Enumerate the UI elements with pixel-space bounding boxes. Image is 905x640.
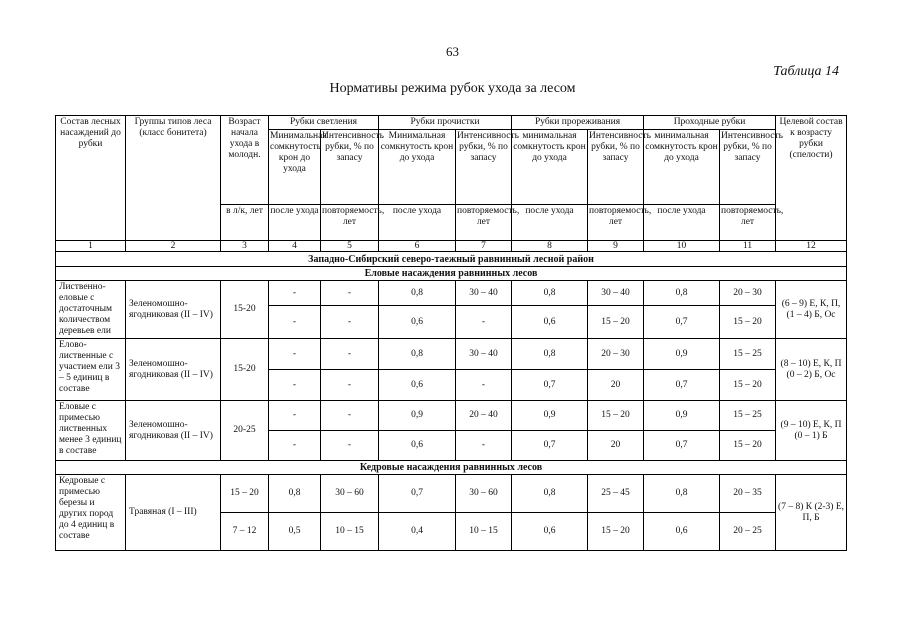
value-cell: 15 – 20 (588, 513, 644, 551)
column-number: 12 (776, 241, 847, 252)
value-cell: 20 – 30 (588, 339, 644, 370)
header-c4-bottom: после ухода (269, 205, 321, 241)
header-c4-top: Минимальная сомкнутость крон до ухода (269, 130, 321, 205)
value-cell: 15 – 20 (588, 306, 644, 339)
document-title: Нормативы режима рубок ухода за лесом (329, 81, 576, 96)
header-group-thinning: Рубки прореживания (512, 116, 644, 130)
header-group-cleaning: Рубки прочистки (379, 116, 512, 130)
value-cell: 0,8 (512, 475, 588, 513)
table-label: Таблица 14 (773, 64, 839, 79)
forest-type-cell: Зеленомошно-ягодниковая (II – IV) (126, 339, 221, 401)
value-cell: 20 – 25 (720, 513, 776, 551)
table-row (56, 401, 847, 431)
value-cell: 0,7 (512, 431, 588, 461)
value-cell: - (321, 370, 379, 401)
value-cell: - (269, 431, 321, 461)
column-number: 4 (269, 241, 321, 252)
column-number: 9 (588, 241, 644, 252)
header-c5-bottom: повторяемость, лет (321, 205, 379, 241)
target-composition-cell: (7 – 8) К (2-3) Е, П, Б (776, 475, 847, 551)
value-cell: 10 – 15 (456, 513, 512, 551)
forest-type-cell: Зеленомошно-ягодниковая (II – IV) (126, 401, 221, 461)
composition-cell: Еловые с примесью лиственных менее 3 единиц в составе (56, 401, 126, 461)
column-number: 6 (379, 241, 456, 252)
value-cell: - (321, 431, 379, 461)
value-cell: 0,6 (379, 306, 456, 339)
header-group-passing: Проходные рубки (644, 116, 776, 130)
value-cell: 0,8 (644, 281, 720, 306)
header-c7-top: Интенсивность рубки, % по запасу (456, 130, 512, 205)
value-cell: 0,6 (379, 370, 456, 401)
header-c11-top: Интенсивность рубки, % по запасу (720, 130, 776, 205)
region-heading: Западно-Сибирский северо-таежный равнинный лесной район (56, 252, 847, 267)
column-number: 5 (321, 241, 379, 252)
column-number: 11 (720, 241, 776, 252)
header-c9-top: Интенсивность рубки, % по запасу (588, 130, 644, 205)
table-row (56, 339, 847, 370)
value-cell: 25 – 45 (588, 475, 644, 513)
value-cell: 20 – 30 (720, 281, 776, 306)
header-forest-type: Группы типов леса (класс бонитета) (126, 116, 221, 241)
column-number: 3 (221, 241, 269, 252)
target-composition-cell: (8 – 10) Е, К, П (0 – 2) Б, Ос (776, 339, 847, 401)
value-cell: 30 – 40 (456, 339, 512, 370)
value-cell: - (321, 339, 379, 370)
value-cell: - (269, 370, 321, 401)
value-cell: 0,8 (644, 475, 720, 513)
header-c7-bottom: повторяемость, лет (456, 205, 512, 241)
column-numbers-row (56, 241, 847, 252)
value-cell: 15 – 20 (221, 475, 269, 513)
composition-cell: Лиственно-еловые с достаточным количеством деревьев ели (56, 281, 126, 339)
value-cell: 20 (588, 431, 644, 461)
value-cell: 0,9 (644, 401, 720, 431)
value-cell: 30 – 60 (321, 475, 379, 513)
norms-table (55, 115, 847, 551)
column-number: 10 (644, 241, 720, 252)
header-group-light-cutting: Рубки светления (269, 116, 379, 130)
value-cell: - (456, 370, 512, 401)
value-cell: 0,7 (644, 306, 720, 339)
value-cell: 20 – 35 (720, 475, 776, 513)
value-cell: 0,9 (379, 401, 456, 431)
column-number: 2 (126, 241, 221, 252)
value-cell: 15 – 20 (720, 431, 776, 461)
value-cell: 0,6 (644, 513, 720, 551)
value-cell: 15 – 25 (720, 339, 776, 370)
value-cell: - (456, 306, 512, 339)
value-cell: 15 – 20 (720, 306, 776, 339)
value-cell: 0,6 (512, 306, 588, 339)
header-c6-bottom: после ухода (379, 205, 456, 241)
value-cell: - (269, 306, 321, 339)
value-cell: - (456, 431, 512, 461)
value-cell: 30 – 60 (456, 475, 512, 513)
value-cell: 15 – 20 (720, 370, 776, 401)
header-age: Возраст начала ухода в молодн. (221, 116, 269, 205)
value-cell: 0,5 (269, 513, 321, 551)
value-cell: 0,4 (379, 513, 456, 551)
table-row (56, 281, 847, 306)
forest-type-cell: Травяная (I – III) (126, 475, 221, 551)
header-c3-bottom: в л/к, лет (221, 205, 269, 241)
value-cell: - (321, 281, 379, 306)
column-number: 7 (456, 241, 512, 252)
header-c8-bottom: после ухода (512, 205, 588, 241)
forest-type-cell: Зеленомошно-ягодниковая (II – IV) (126, 281, 221, 339)
column-number: 1 (56, 241, 126, 252)
target-composition-cell: (6 – 9) Е, К, П, (1 – 4) Б, Ос (776, 281, 847, 339)
header-target-composition: Целевой состав к возрасту рубки (спелости) (776, 116, 847, 241)
header-composition: Состав лесных насаждений до рубки (56, 116, 126, 241)
composition-cell: Елово-лиственные с участием ели 3 – 5 единиц в составе (56, 339, 126, 401)
value-cell: 0,9 (512, 401, 588, 431)
section-heading: Кедровые насаждения равнинных лесов (56, 461, 847, 475)
header-c10-bottom: после ухода (644, 205, 720, 241)
header-c10-top: минимальная сомкнутость крон до ухода (644, 130, 720, 205)
value-cell: 30 – 40 (456, 281, 512, 306)
header-c8-top: минимальная сомкнутость крон до ухода (512, 130, 588, 205)
header-c5-top: Интенсивность рубки, % по запасу (321, 130, 379, 205)
header-c9-bottom: повторяемость, лет (588, 205, 644, 241)
value-cell: 0,8 (269, 475, 321, 513)
value-cell: - (269, 281, 321, 306)
value-cell: 30 – 40 (588, 281, 644, 306)
value-cell: 0,6 (512, 513, 588, 551)
value-cell: 0,8 (512, 339, 588, 370)
value-cell: 0,6 (379, 431, 456, 461)
value-cell: 0,7 (512, 370, 588, 401)
header-c6-top: Минимальная сомкнутость крон до ухода (379, 130, 456, 205)
value-cell: 0,7 (644, 370, 720, 401)
value-cell: 0,7 (379, 475, 456, 513)
value-cell: - (269, 339, 321, 370)
age-cell: 15-20 (221, 339, 269, 401)
value-cell: 15 – 25 (720, 401, 776, 431)
value-cell: 0,9 (644, 339, 720, 370)
value-cell: 0,8 (512, 281, 588, 306)
value-cell: - (269, 401, 321, 431)
table-row (56, 475, 847, 513)
page-number: 63 (446, 44, 459, 59)
value-cell: - (321, 306, 379, 339)
value-cell: 0,8 (379, 281, 456, 306)
value-cell: 15 – 20 (588, 401, 644, 431)
age-cell: 15-20 (221, 281, 269, 339)
value-cell: 20 – 40 (456, 401, 512, 431)
header-c11-bottom: повторяемость, лет (720, 205, 776, 241)
value-cell: - (321, 401, 379, 431)
value-cell: 10 – 15 (321, 513, 379, 551)
section-heading: Еловые насаждения равнинных лесов (56, 267, 847, 281)
value-cell: 0,8 (379, 339, 456, 370)
target-composition-cell: (9 – 10) Е, К, П (0 – 1) Б (776, 401, 847, 461)
composition-cell: Кедровые с примесью березы и других пород до 4 единиц в составе (56, 475, 126, 551)
value-cell: 7 – 12 (221, 513, 269, 551)
age-cell: 20-25 (221, 401, 269, 461)
value-cell: 0,7 (644, 431, 720, 461)
column-number: 8 (512, 241, 588, 252)
value-cell: 20 (588, 370, 644, 401)
